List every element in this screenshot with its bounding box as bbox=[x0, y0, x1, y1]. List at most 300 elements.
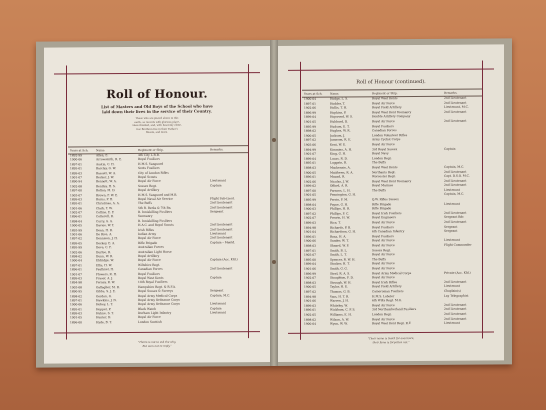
cell-years: 1901-06 bbox=[304, 298, 317, 303]
cell-regiment: Royal Fusiliers bbox=[138, 157, 160, 162]
cell-regiment: Royal Scouts bbox=[138, 174, 157, 179]
cell-years: 1898-04 bbox=[70, 219, 83, 224]
cell-years: 1897-02 bbox=[304, 289, 317, 294]
cell-years: 1901-07 bbox=[70, 271, 83, 276]
cell-remarks: Sergeant Bdr. bbox=[444, 215, 465, 220]
cell-regiment: Sussex Regt. bbox=[372, 247, 391, 252]
cell-years: 1901-05 bbox=[304, 193, 317, 198]
cell-years: 1903-06 bbox=[304, 142, 317, 147]
column-header-remarks: Remarks. bbox=[210, 147, 224, 152]
cell-name: Hyde, B. T. bbox=[96, 319, 112, 325]
cell-regiment: Royal Air Force bbox=[372, 275, 395, 280]
verse-text bbox=[114, 117, 200, 136]
cell-regiment: Royal Artillery bbox=[138, 187, 160, 193]
cell-years: 1900-04 bbox=[70, 258, 83, 263]
cell-regiment: Royal Air Force bbox=[372, 119, 395, 124]
intro-line: List of Masters and Old Boys of the School who have bbox=[101, 103, 213, 110]
cell-regiment: Royal Irish Rifles bbox=[372, 279, 398, 285]
verse-line: Have finished, and, with heavenly clime, bbox=[132, 123, 182, 128]
cell-years: 1897-01 bbox=[70, 263, 83, 268]
cell-name: Burns, P. H. bbox=[96, 197, 114, 202]
cell-remarks: Sergeant bbox=[444, 228, 458, 234]
cell-name: Hopkins, P. bbox=[330, 110, 347, 115]
cell-regiment: Royal Fusiliers bbox=[372, 233, 394, 239]
cell-name: Maund, R. bbox=[330, 174, 346, 179]
cell-regiment: Australian Light Horse bbox=[138, 249, 172, 254]
cell-name: Hollis, T. H. bbox=[330, 105, 348, 110]
cell-regiment: 4th City L.R.B. bbox=[138, 152, 160, 157]
cell-years: 1899-03 bbox=[304, 220, 317, 225]
cell-remarks: Captain bbox=[210, 183, 222, 188]
cell-name: Hodge, L. S. bbox=[330, 96, 349, 101]
cell-remarks: 2nd Lieutenant bbox=[444, 118, 467, 123]
page-footer bbox=[334, 337, 448, 345]
cell-remarks: 2nd Lieutenant bbox=[444, 182, 467, 188]
column-header-regiment: Regiment or Ship. bbox=[138, 147, 164, 152]
cell-regiment: Royal Air Force bbox=[372, 243, 395, 248]
cell-remarks: Captain, M.C. bbox=[444, 192, 465, 197]
cell-name: Nicolas, J. W. bbox=[330, 179, 349, 184]
cell-name: Whiteley, W. bbox=[330, 303, 348, 308]
cell-regiment: London Scottish bbox=[138, 319, 162, 324]
cell-years: 1896-01 bbox=[70, 267, 83, 272]
cell-years: 1899-04 bbox=[304, 156, 317, 161]
cell-regiment: H.M.S. Vanguard and M.B. bbox=[138, 192, 178, 197]
cell-name: Pennington, G. H. bbox=[330, 192, 356, 198]
cell-years: 1900-06 bbox=[304, 239, 317, 244]
cell-name: Gibbs, S. J. E. bbox=[96, 289, 116, 294]
intro-line: laid down their lives in the service of their Country. bbox=[102, 108, 212, 115]
cell-years: 1901-05 bbox=[70, 315, 83, 320]
cell-name: Strough, W. H. bbox=[330, 280, 352, 285]
cell-name: Allen, E. bbox=[96, 153, 109, 158]
cell-years: 1897-02 bbox=[70, 236, 83, 241]
honour-table bbox=[302, 96, 482, 327]
cell-remarks: Captain (Acc. Kld.) bbox=[210, 257, 238, 262]
cell-regiment: Royal Air Force bbox=[372, 302, 395, 308]
cell-regiment: Rifle Brigade bbox=[372, 201, 392, 206]
cell-years: 1898-02 bbox=[304, 317, 317, 322]
cell-remarks: Captain, M.C. bbox=[210, 292, 231, 297]
cell-regiment: Canadian Forces bbox=[372, 128, 397, 133]
cell-regiment: Royal Air Force bbox=[372, 100, 395, 105]
cell-remarks: 2nd Lieutenant bbox=[444, 178, 467, 183]
cell-name: Bennett, W. A. bbox=[96, 179, 117, 184]
cell-name: Hobey, L. T. bbox=[96, 302, 114, 307]
cell-remarks: Lieutenant bbox=[444, 187, 460, 192]
cell-name: Dove, C. F. bbox=[96, 245, 112, 250]
cell-regiment: Honble Artillery Company bbox=[372, 114, 411, 119]
cell-name: Phillips, H. R. bbox=[330, 206, 351, 211]
cell-years: 1900-05 bbox=[304, 285, 317, 290]
cell-regiment: Royal Field Artillery bbox=[372, 284, 402, 289]
cell-years: 1902-08 bbox=[70, 184, 83, 189]
cell-years: 1900-04 bbox=[304, 96, 317, 101]
cell-name: Flowers, R. H. bbox=[96, 271, 118, 276]
cell-years: 1896-01 bbox=[70, 214, 83, 219]
cell-name: Rosa, H. A. bbox=[330, 234, 347, 239]
cell-name: Hodder, T. bbox=[330, 101, 345, 106]
cell-name: Brown, F. W. E. bbox=[96, 192, 119, 197]
cell-years: 1897-00 bbox=[304, 188, 317, 193]
cell-years: 1899-03 bbox=[70, 276, 83, 281]
cell-remarks: 2nd Lieutenant bbox=[210, 266, 233, 271]
cell-regiment: H.M.S. Lobster bbox=[372, 293, 395, 298]
cell-regiment: The Buffs bbox=[372, 160, 386, 165]
cell-regiment: Sussex Regt. bbox=[138, 183, 157, 188]
cell-name: Wickham, C. P. S. bbox=[330, 307, 356, 312]
cell-remarks: Flight Commander bbox=[444, 242, 472, 247]
cell-regiment: Royal Air Force bbox=[138, 179, 161, 184]
cell-remarks: 2nd Lieutenant bbox=[210, 222, 233, 227]
cell-name: Ellis, H. W. bbox=[96, 262, 112, 268]
cell-name: Phillips, F. C. bbox=[330, 211, 350, 216]
cell-name: Hawkins, J. N. bbox=[96, 297, 117, 303]
cell-remarks: Captain, M.C. bbox=[444, 164, 465, 169]
cell-regiment: Royal Engineers bbox=[372, 215, 397, 220]
cell-name: Gallagher, M. R. bbox=[96, 284, 120, 289]
cell-years: 1897-01 bbox=[70, 162, 83, 167]
cell-regiment: Australian Forces bbox=[138, 244, 164, 250]
cell-regiment: Royal Marines bbox=[372, 183, 394, 188]
cell-name: Offord, A. R. bbox=[330, 183, 349, 188]
cell-regiment: Yeomanry bbox=[138, 214, 153, 219]
cell-name: Faulkner, H. bbox=[96, 267, 114, 272]
cell-name: Bentley, H. S. bbox=[96, 183, 116, 188]
cell-name: Sheard, W. F. bbox=[330, 243, 350, 248]
cell-name: Stoughton, F. D. bbox=[330, 275, 354, 280]
cell-regiment: Royal West Kents bbox=[372, 165, 398, 170]
cell-regiment: London Regt. bbox=[372, 312, 392, 317]
cell-name: Curry, A. A. bbox=[96, 218, 113, 224]
cell-name: Spencer, R. W. H. bbox=[330, 257, 356, 262]
cell-regiment: Royal Army Ordnance Corps bbox=[138, 297, 180, 302]
cell-name: Becker, J. W. bbox=[96, 175, 114, 180]
binding-hole bbox=[272, 260, 276, 264]
cell-regiment: 14th Royal Fusiliers bbox=[138, 280, 168, 285]
cell-years: 1890-95 bbox=[70, 289, 83, 294]
cell-name: Matthews, R. A. bbox=[330, 169, 354, 175]
cell-years: 1897-01 bbox=[304, 101, 317, 106]
cell-name: Smith, L. T. bbox=[330, 252, 347, 257]
cell-regiment: 6th Wilts Regt. M.G. bbox=[372, 298, 402, 303]
cell-years: 1895-99 bbox=[304, 197, 317, 202]
cell-remarks: 2nd Lieutenant bbox=[444, 219, 467, 224]
cell-remarks: Chaplain(s) bbox=[444, 288, 461, 293]
cell-years: 1893-99 bbox=[70, 227, 83, 233]
cell-regiment: Royal West Kent Regt. R.F. bbox=[372, 321, 412, 326]
cell-remarks: Lieutenant bbox=[444, 320, 460, 325]
cell-name: Durfee, R. bbox=[96, 249, 111, 254]
cell-regiment: Royal Air Force bbox=[138, 315, 161, 320]
cell-remarks: Lieutenant bbox=[210, 231, 226, 236]
cell-regiment: Royal Navy bbox=[372, 151, 389, 156]
cell-name: Jackson, J. bbox=[330, 133, 346, 138]
cell-remarks: Sergeant bbox=[444, 224, 458, 229]
cell-remarks: 2nd Lieutenant bbox=[444, 306, 467, 312]
cell-years: 1898-03 bbox=[304, 243, 317, 248]
footer-line: "Theirs is not to ask the why, bbox=[137, 340, 177, 344]
cell-remarks: Lieutenant bbox=[210, 178, 226, 183]
cell-years: 1900-05 bbox=[304, 170, 317, 175]
cell-years: 1896-00 bbox=[70, 320, 83, 325]
cell-regiment: 6th Canadian Infantry bbox=[372, 229, 405, 234]
cell-regiment: Worcester Regt. bbox=[372, 174, 396, 179]
cell-remarks: 2nd Lieutenant bbox=[444, 109, 467, 114]
column-header-name: Name. bbox=[96, 148, 106, 153]
cell-years: 1898-03 bbox=[304, 280, 317, 285]
cell-remarks: 2nd Lieutenant bbox=[210, 204, 233, 210]
cell-remarks: Lieutenant bbox=[210, 310, 226, 315]
cell-name: Bassett, W. A. bbox=[96, 170, 116, 175]
cell-remarks: Lieutenant bbox=[444, 284, 460, 289]
cell-years: 1894-98 bbox=[304, 225, 317, 230]
cell-name: Hopper, P. bbox=[96, 306, 111, 311]
column-header-years: Years at Sch. bbox=[70, 148, 89, 153]
cell-regiment: Royal Irish Fusiliers bbox=[372, 210, 402, 216]
cell-name: Dockey, E. A. bbox=[96, 240, 116, 246]
cell-years: 1902-07 bbox=[304, 275, 317, 280]
cell-years: 1902-06 bbox=[304, 179, 317, 184]
cell-name: Davies, W. T. bbox=[96, 223, 115, 228]
column-header-years: Years at Sch. bbox=[304, 91, 323, 96]
cell-name: Fraser, A. J. bbox=[96, 276, 113, 281]
honour-table bbox=[68, 152, 248, 324]
cell-years: 1895-01 bbox=[304, 161, 317, 166]
column-header-remarks: Remarks. bbox=[444, 90, 458, 95]
cell-remarks: Captain – Mentd. bbox=[210, 240, 236, 245]
cell-name: De Rice, A. bbox=[96, 232, 113, 237]
page-title: Roll of Honour (continued). bbox=[356, 78, 426, 86]
cell-regiment: Royal West Kents bbox=[372, 96, 398, 101]
cell-regiment: Black Watch bbox=[138, 306, 157, 311]
cell-regiment: H.A.C. and Royal Scouts bbox=[138, 222, 174, 228]
cell-years: 1897-01 bbox=[304, 248, 317, 253]
cell-remarks: Lay Telegraphist bbox=[444, 293, 469, 298]
cell-regiment: Royal Army Medical Corps bbox=[372, 270, 412, 275]
cell-years: 1901-07 bbox=[70, 175, 83, 180]
cell-name: Ferney, R. W. bbox=[96, 280, 115, 285]
cell-regiment: Royal Artillery bbox=[138, 253, 160, 258]
cell-name: Vass, H. T. R. bbox=[330, 294, 350, 299]
cell-name: Williams, E. H. bbox=[330, 312, 352, 317]
cell-regiment: Royal Naval Air Service bbox=[138, 196, 173, 201]
cell-name: Richardson, G. H. bbox=[330, 229, 356, 234]
cell-remarks: 2nd Lieutenant bbox=[444, 311, 467, 316]
cell-years: 1896-99 bbox=[304, 110, 317, 115]
footer-line: "Their name is liveth for evermore; bbox=[367, 337, 415, 341]
cell-name: Smith, B. L. bbox=[330, 248, 348, 253]
cell-regiment: Royal Air Force bbox=[372, 266, 395, 271]
cell-remarks: Capt. D.S.O. M.C. bbox=[444, 173, 470, 178]
cell-regiment: Rifle Brigade bbox=[138, 240, 158, 245]
cell-name: Lucas, R. D. bbox=[330, 156, 348, 161]
cell-name: Richards, P. B. bbox=[330, 225, 352, 230]
cell-regiment: Royal Army Medical Corps bbox=[138, 293, 178, 298]
cell-years: 1900-03 bbox=[304, 206, 317, 212]
cell-years: 1900-05 bbox=[304, 133, 317, 138]
cell-years: 1899-05 bbox=[70, 241, 83, 246]
cell-regiment: Royal West Kent Yeomanry bbox=[372, 109, 412, 115]
cell-name: Hulme, S. T. bbox=[96, 311, 114, 316]
cell-remarks: Flight Sub-Lieut. bbox=[210, 196, 235, 201]
cell-years: 1902-05 bbox=[304, 312, 317, 317]
cell-remarks: Lieutenant bbox=[444, 238, 460, 243]
cell-regiment: City of London Rifles bbox=[138, 170, 169, 175]
cell-years: 1896-01 bbox=[304, 308, 317, 313]
page-border-left bbox=[300, 62, 301, 340]
cell-years: 1903-08 bbox=[70, 285, 83, 290]
cell-remarks: 2nd Lieutenant bbox=[444, 210, 467, 215]
cell-regiment: Royal Fusiliers bbox=[138, 271, 160, 276]
cell-regiment: Canadian Forces bbox=[138, 266, 163, 272]
cell-years: 1900-06 bbox=[70, 302, 83, 307]
cell-name: Barclay, G. W. bbox=[96, 166, 117, 171]
cell-regiment: Irish Rifles bbox=[138, 227, 154, 232]
cell-remarks: 2nd Lieutenant bbox=[444, 316, 467, 321]
cell-remarks: 2nd Lieutenant bbox=[444, 100, 467, 105]
cell-name: Kimmins, A. H. bbox=[330, 146, 353, 152]
cell-regiment: The Buffs bbox=[372, 188, 386, 193]
cell-regiment: Royal Air Force bbox=[372, 142, 395, 147]
cell-regiment: H.M.S. Vanguard bbox=[138, 161, 164, 166]
cell-regiment: Cameronian Fusiliers bbox=[372, 289, 404, 294]
cell-remarks: Captain bbox=[210, 306, 222, 311]
cell-remarks: 2nd Lieutenant bbox=[444, 279, 467, 284]
cell-name: Kent, W. E. bbox=[330, 142, 346, 147]
cell-years: 1895-99 bbox=[70, 245, 83, 250]
cell-regiment: Royal West Kent Yeomanry bbox=[372, 178, 412, 184]
cell-years: 1899-03 bbox=[304, 303, 317, 308]
cell-years: 1894-99 bbox=[304, 147, 317, 152]
cell-regiment: Royal Air Force bbox=[372, 238, 395, 243]
page-border-left bbox=[66, 65, 67, 339]
cell-years: 1901-07 bbox=[304, 151, 317, 156]
cell-years: 1897-02 bbox=[304, 211, 317, 216]
cell-name: King, G. H. bbox=[330, 151, 347, 156]
cell-name: Dunn, W. R. bbox=[96, 254, 114, 259]
cell-regiment: Royal Air Force bbox=[372, 252, 395, 257]
column-header-name: Name. bbox=[330, 91, 340, 96]
cell-years: 1898-02 bbox=[304, 128, 317, 133]
cell-remarks: Sergeant bbox=[210, 209, 224, 214]
cell-years: 1898-02 bbox=[70, 293, 83, 298]
cell-name: Bolton, M. D. bbox=[96, 188, 116, 193]
cell-years: 1894-98 bbox=[304, 294, 317, 299]
cell-remarks: Captain bbox=[444, 146, 456, 151]
cell-years: 1897-01 bbox=[70, 298, 83, 303]
cell-years: 1899-04 bbox=[304, 115, 317, 120]
cell-name: Jameson, R. E. bbox=[330, 137, 352, 142]
cell-name: Thomas, G. B. bbox=[330, 289, 351, 294]
cell-regiment: Q.W. Rifles Sussex bbox=[372, 197, 399, 202]
cell-years: 1899-03 bbox=[70, 311, 83, 316]
cell-years: 1896-99 bbox=[304, 271, 317, 276]
open-booklet bbox=[36, 38, 512, 367]
cell-remarks: Lieutenant bbox=[444, 201, 460, 206]
cell-remarks: 2nd Lieutenant bbox=[444, 302, 467, 307]
cell-years: 1902-07 bbox=[304, 216, 317, 221]
cell-regiment: Royal Sussex & Surreys bbox=[138, 288, 174, 294]
cell-remarks: Captain bbox=[210, 275, 222, 280]
cell-regiment: Hampshire Regt. & R.F.A. bbox=[138, 284, 176, 289]
cell-regiment: Royal Field Artillery bbox=[372, 105, 402, 110]
cell-name: Luggate, R. bbox=[330, 160, 348, 165]
cell-regiment: Indian Army bbox=[138, 231, 157, 236]
cell-years: 1899-04 bbox=[304, 262, 317, 267]
cell-remarks: 2nd Lieutenant bbox=[210, 235, 233, 240]
cell-remarks: Sergeant bbox=[210, 288, 224, 293]
verse-line: earth, as records with glorious place, bbox=[134, 120, 180, 124]
cell-regiment: Northants Regt. bbox=[372, 169, 396, 174]
cell-name: Prewin, H. W. bbox=[330, 215, 350, 221]
binding-hole bbox=[272, 138, 276, 142]
cell-regiment: Royal Air Force bbox=[372, 316, 395, 321]
cell-name: Hunter, D. bbox=[96, 315, 112, 320]
cell-years: 1897-02 bbox=[304, 138, 317, 143]
page-footer bbox=[104, 340, 210, 348]
cell-regiment: 3rd Royal Sussex bbox=[372, 146, 398, 151]
footer-line: But ours not to reply." bbox=[142, 344, 172, 348]
cell-name: Clark, T. W. bbox=[96, 205, 113, 210]
cell-years: 1898-03 bbox=[304, 165, 317, 170]
cell-name: Eldridge, W. bbox=[96, 258, 114, 263]
cell-years: 1900-06 bbox=[70, 157, 83, 162]
cell-years: 1899-02 bbox=[304, 183, 317, 189]
cell-years: 1899-03 bbox=[70, 197, 83, 202]
cell-regiment: Royal Air Force bbox=[372, 261, 395, 266]
verse-line: Bosom, and more. bbox=[146, 131, 168, 135]
cell-years: 1898-02 bbox=[70, 254, 83, 259]
cell-name: Smith, G. G. bbox=[330, 266, 348, 271]
cell-name: Hubbard, D. bbox=[330, 119, 349, 124]
page-border-right bbox=[482, 61, 483, 339]
cell-regiment: R. Inniskilling Fusiliers bbox=[138, 218, 173, 223]
cell-regiment: Royal Fusiliers bbox=[372, 123, 394, 128]
cell-years: 1902-07 bbox=[70, 210, 83, 215]
cell-years: 1894-98 bbox=[70, 280, 83, 285]
cell-years: 1895-01 bbox=[70, 201, 83, 206]
cell-name: Arrowsmith, R. E. bbox=[96, 157, 123, 162]
cell-name: Dennison, J. H. bbox=[96, 236, 118, 241]
cell-name: Perrin, F. M. bbox=[330, 197, 349, 202]
cell-remarks: 2nd Lieutenant bbox=[444, 169, 467, 174]
cell-years: 1895-01 bbox=[70, 166, 83, 171]
cell-name: Austin, C. H. bbox=[96, 161, 115, 167]
intro-text bbox=[72, 103, 242, 115]
cell-name: Hughes, W. R. bbox=[330, 128, 351, 133]
cell-years: 1901-05 bbox=[304, 119, 317, 124]
cell-years: 1902-06 bbox=[304, 105, 317, 110]
cell-remarks: Lieutenant, M.C. bbox=[444, 104, 469, 110]
cell-regiment: Royal Air Force bbox=[138, 258, 161, 263]
cell-name: Rice, T. bbox=[330, 220, 341, 225]
cell-years: 1890-94 bbox=[70, 179, 83, 184]
cell-name: Steel, R. A. S. bbox=[330, 271, 351, 276]
cell-remarks: Private (Acc. Kld.) bbox=[444, 270, 471, 275]
cell-years: 1895-00 bbox=[304, 257, 317, 262]
cell-name: Cotterell, R. bbox=[96, 214, 114, 219]
cell-remarks: 2nd Lieutenant bbox=[210, 200, 233, 205]
cell-regiment: Durham Light Infantry bbox=[138, 310, 172, 316]
cell-regiment: London Regt. bbox=[372, 155, 392, 161]
cell-years: 1901-06 bbox=[70, 232, 83, 237]
cell-years: 1901-04 bbox=[304, 229, 317, 235]
cell-years: 1900-05 bbox=[70, 223, 83, 228]
cell-name: Parsons, L. H. bbox=[330, 188, 351, 193]
page-title: Roll of Honour. bbox=[106, 86, 208, 102]
cell-regiment: The Buffs bbox=[138, 201, 152, 206]
